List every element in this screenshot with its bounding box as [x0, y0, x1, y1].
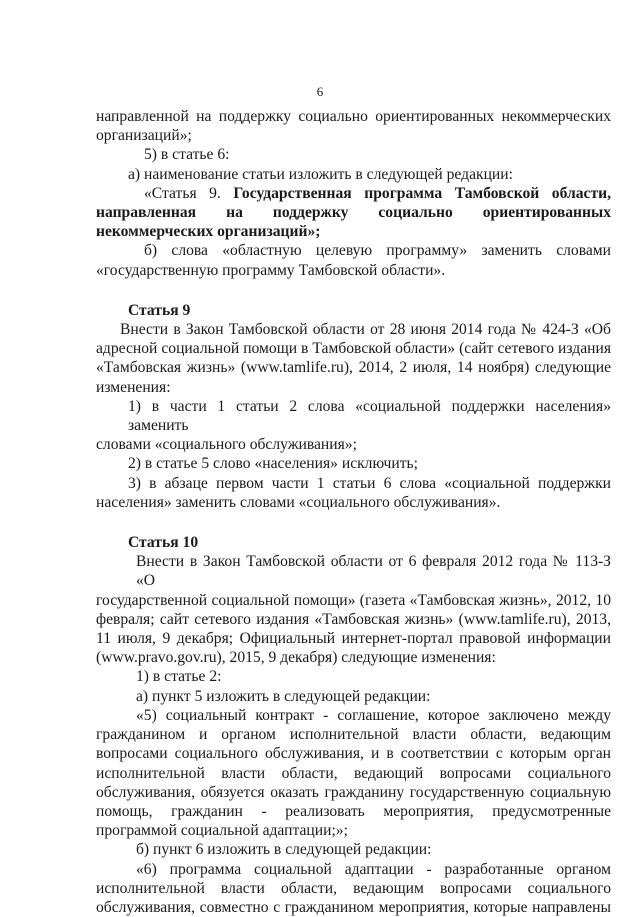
page-number: 6 — [316, 84, 324, 99]
text-line: 11 июля, 9 декабря; Официальный интернет-портал правовой информации — [96, 630, 611, 648]
text-line: обслуживания, совместно с гражданином мероприятия, которые направлены — [96, 898, 611, 916]
text-line: б) слова «областную целевую программу» заменить словами — [144, 242, 611, 260]
text-line: 3) в абзаце первом части 1 статьи 6 слова «социальной поддержки — [128, 474, 611, 492]
article-heading: Статья 10 — [128, 534, 199, 552]
document-body — [96, 107, 611, 917]
text-line: словами «социального обслуживания»; — [96, 436, 357, 454]
text-line: (www.pravo.gov.ru), 2015, 9 декабря) следующие изменения: — [96, 649, 496, 667]
text-line: помощь, гражданин - реализовать мероприятия, предусмотренные — [96, 802, 611, 820]
text-line: обслуживания, обязуется оказать гражданину государственную социальную — [96, 783, 611, 801]
text-line: исполнительной власти области, ведающий вопросами социального — [96, 764, 611, 782]
text-line: «5) социальный контракт - соглашение, которое заключено между — [136, 706, 611, 724]
text-line: населения» заменить словами «социального обслуживания». — [96, 493, 501, 511]
text-line: 1) в статье 2: — [136, 668, 222, 686]
text-line: 2) в статье 5 слово «населения» исключить; — [128, 455, 418, 473]
text-line: февраля; сайт сетевого издания «Тамбовская жизнь» (www.tamlife.ru), 2013, — [96, 610, 611, 628]
text-line: исполнительной власти области, ведающим вопросами социального — [96, 879, 611, 897]
text-line: государственной социальной помощи» (газета «Тамбовская жизнь», 2012, 10 — [96, 591, 611, 609]
article-heading: Статья 9 — [128, 301, 191, 319]
text-line: 1) в части 1 статьи 2 слова «социальной поддержки населения» заменить — [128, 397, 611, 435]
text-line: изменения: — [96, 378, 171, 396]
text-line — [96, 184, 611, 203]
text-line: гражданином и органом исполнительной власти области, ведающим — [96, 726, 611, 744]
text-line: «6) программа социальной адаптации - разработанные органом — [136, 860, 611, 878]
bold-title: Государственная программа Тамбовской области, — [233, 184, 611, 202]
text-line: организаций»; — [96, 127, 192, 145]
text-line: б) пункт 6 изложить в следующей редакции: — [136, 841, 432, 859]
text-line: Внести в Закон Тамбовской области от 6 февраля 2012 года № 113-З «О — [136, 553, 611, 590]
text-line: «Тамбовская жизнь» (www.tamlife.ru), 2014, 2 июля, 14 ноября) следующие — [96, 359, 611, 377]
text-line: 5) в статье 6: — [144, 146, 230, 164]
text-line: адресной социальной помощи в Тамбовской области» (сайт сетевого издания — [96, 340, 611, 358]
text-line: «государственную программу Тамбовской области». — [96, 261, 446, 279]
quote-start: «Статья 9. — [144, 184, 221, 202]
text-line: некоммерческих организаций»; — [96, 223, 321, 241]
text-line: Внести в Закон Тамбовской области от 28 июня 2014 года № 424-З «Об — [120, 321, 611, 339]
text-line: программой социальной адаптации;»; — [96, 822, 348, 840]
text-line: а) пункт 5 изложить в следующей редакции: — [136, 687, 431, 705]
text-line: вопросами социального обслуживания, и в соответствии с которым орган — [96, 745, 611, 763]
text-line: направленной на поддержку социально ориентированных некоммерческих — [96, 108, 611, 125]
text-line: а) наименование статьи изложить в следующей редакции: — [128, 165, 513, 183]
text-line: направленная на поддержку социально ориентированных — [96, 204, 611, 222]
